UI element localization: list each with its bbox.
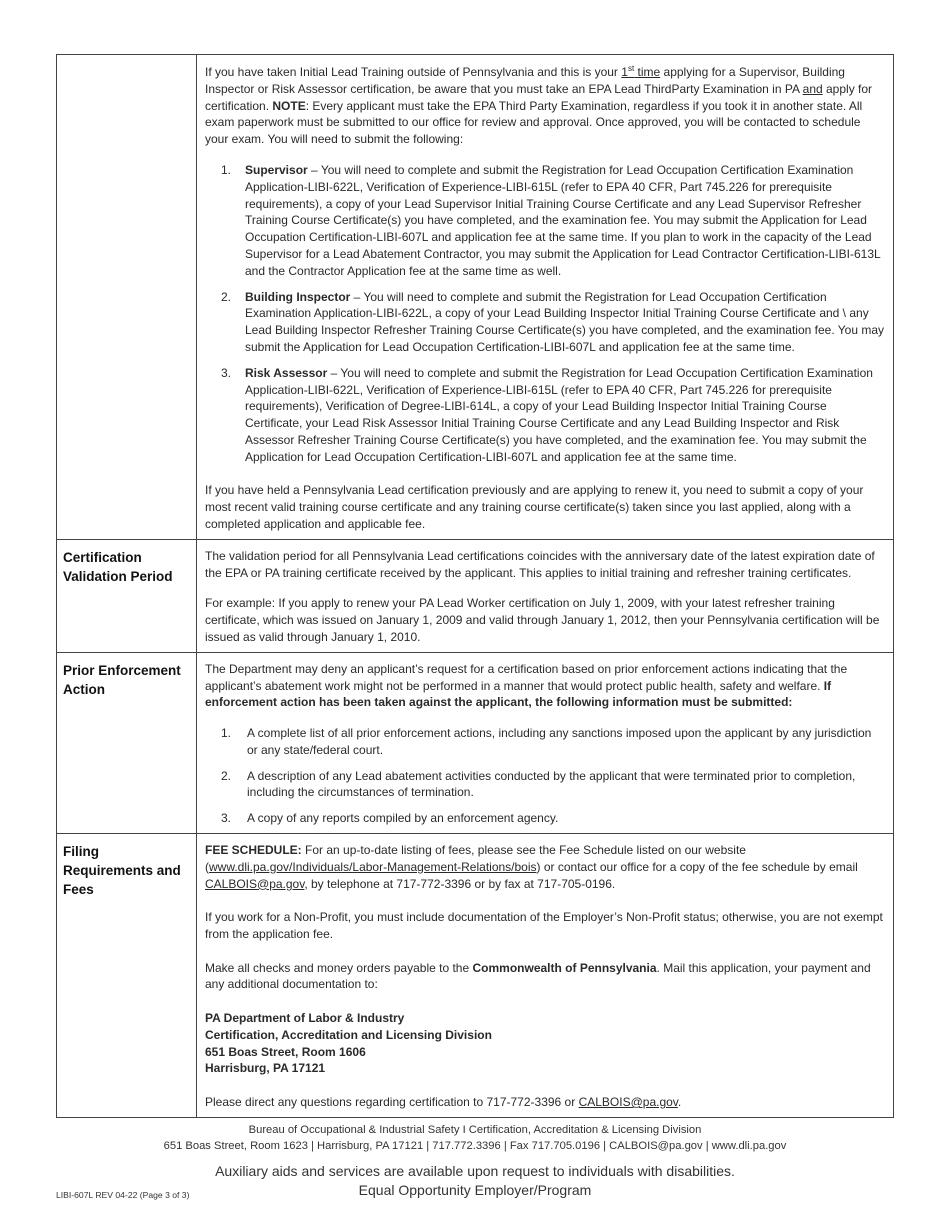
row-label-validation: Certification Validation Period bbox=[57, 539, 197, 652]
validation-example: For example: If you apply to renew your PA Lead Worker certification on July 1, 2009, with your latest refresher training certificate, which was issued on January 1, 2009 and valid through January 1, 2012, then your Pennsylvania certification will be issued as valid through January 1, 2010. bbox=[205, 596, 880, 644]
fee-schedule-link[interactable]: www.dli.pa.gov/Individuals/Labor-Management-Relations/bois bbox=[209, 859, 537, 874]
footer-aids: Auxiliary aids and services are available upon request to individuals with disabilities. bbox=[215, 1163, 735, 1179]
questions-email-link[interactable]: CALBOIS@pa.gov bbox=[578, 1095, 678, 1110]
table-row bbox=[57, 539, 894, 652]
table-row bbox=[57, 55, 894, 540]
fee-schedule-paragraph: FEE SCHEDULE: For an up-to-date listing of fees, please see the Fee Schedule listed on our website (www.dli.pa.gov/Individuals/Labor-Management-Relations/bois) or contact our office for a copy of the fee schedule by email CALBOIS@pa.gov, by telephone at 717-772-3396 or by fax at 717-705-0196. bbox=[205, 843, 858, 891]
list-item-building-inspector: 2. Building Inspector – You will need to complete and submit the Registration for Lead Occupation Certification Examination Application-LIBI-622L, a copy of your Lead Building Inspector Initial Training Course Certificate and \ any Lead Building Inspector Refresher Training Course Certificate(s) you have completed, and the examination fee. You may submit the Application for Lead Occupation Certification-LIBI-607L and application fee at the same time. bbox=[221, 289, 885, 354]
questions-paragraph: Please direct any questions regarding certification to 717-772-3396 or CALBOIS@pa.gov. bbox=[205, 1095, 682, 1110]
footer-eeo: Equal Opportunity Employer/Program bbox=[358, 1182, 592, 1198]
validation-content bbox=[197, 539, 894, 652]
footer-address: 651 Boas Street, Room 1623 | Harrisburg, PA 17121 | 717.772.3396 | Fax 717.705.0196 | CALBOIS@pa.gov | www.dli.pa.gov bbox=[163, 1140, 787, 1152]
footer-contact bbox=[0, 1122, 950, 1154]
row-label-empty bbox=[57, 55, 197, 540]
enforcement-content bbox=[197, 652, 894, 833]
filing-content bbox=[197, 834, 894, 1118]
validation-paragraph: The validation period for all Pennsylvania Lead certifications coincides with the anniversary date of the latest expiration date of the EPA or PA training certificate received by the applicant. This applies to initial training and refresher training certificates. bbox=[205, 548, 875, 580]
list-item: 1. A complete list of all prior enforcement actions, including any sanctions imposed upon the applicant by any jurisdiction or any state/federal court. bbox=[221, 726, 872, 757]
certification-type-list bbox=[205, 162, 885, 466]
requirements-table bbox=[56, 54, 894, 1118]
renewal-paragraph: If you have held a Pennsylvania Lead certification previously and are applying to renew it, you need to submit a copy of your most recent valid training course certificate and any training course certificate(s) taken since you last applied, along with a completed application and applicable fee. bbox=[205, 483, 864, 531]
intro-content bbox=[197, 55, 894, 540]
list-item: 2. A description of any Lead abatement activities conducted by the applicant that were terminated prior to completion, including the circumstances of termination. bbox=[221, 768, 856, 800]
list-item-risk-assessor: 3. Risk Assessor – You will need to complete and submit the Registration for Lead Occupation Certification Examination Application-LIBI-622L, Verification of Experience-LIBI-615L (refer to EPA 40 CFR, Part 745.226 for prerequisite requirements), Verification of Degree-LIBI-614L, a copy of your Lead Building Inspector Initial Training Course Certificate, your Lead Risk Assessor Initial Training Course Certificate and any Lead Building Inspector and Risk Assessor Refresher Training Course Certificate(s) you have completed, and the examination fee. You may submit the Application for Lead Occupation Certification-LIBI-607L and application fee at the same time. bbox=[221, 365, 873, 464]
email-link[interactable]: CALBOIS@pa.gov bbox=[205, 876, 305, 891]
nonprofit-paragraph: If you work for a Non-Profit, you must include documentation of the Employer’s Non-Profit status; otherwise, you are not exempt from the application fee. bbox=[205, 910, 883, 942]
footer-bureau: Bureau of Occupational & Industrial Safety I Certification, Accreditation & Licensing Division bbox=[248, 1124, 702, 1136]
list-item: 3. A copy of any reports compiled by an enforcement agency. bbox=[221, 811, 559, 826]
mailing-address: PA Department of Labor & Industry Certification, Accreditation and Licensing Division 651 Boas Street, Room 1606 Harrisburg, PA 17121 bbox=[205, 1011, 492, 1076]
row-label-filing: Filing Requirements and Fees bbox=[57, 834, 197, 1118]
enforcement-paragraph: The Department may deny an applicant’s request for a certification based on prior enforcement actions indicating that the applicant’s abatement work might not be performed in a manner that would protect public health, safety and welfare. If enforcement action has been taken against the applicant, the following information must be submitted: bbox=[205, 661, 848, 710]
row-label-enforcement: Prior Enforcement Action bbox=[57, 652, 197, 833]
enforcement-list bbox=[205, 725, 885, 827]
list-item-supervisor: 1. Supervisor – You will need to complete and submit the Registration for Lead Occupation Certification Examination Application-LIBI-622L, Verification of Experience-LIBI-615L (refer to EPA 40 CFR, Part 745.226 for prerequisite requirements), a copy of your Lead Supervisor Initial Training Course Certificate and any Lead Supervisor Refresher Training Course Certificate(s) you have completed, and the examination fee. You may submit the Application for Lead Occupation Certification-LIBI-607L and application fee at the same time. If you plan to work in the capacity of the Lead Supervisor for a Lead Abatement Contractor, you may submit the Application for Lead Contractor Certification-LIBI-613L and the Contractor Application fee at the same time as well. bbox=[221, 162, 881, 278]
intro-paragraph: If you have taken Initial Lead Training outside of Pennsylvania and this is your 1st time applying for a Supervisor, Building Inspector or Risk Assessor certification, be aware that you must take an EPA Lead ThirdParty Examination in PA and apply for certification. NOTE: Every applicant must take the EPA Third Party Examination, regardless if you took it in another state. All exam paperwork must be submitted to our office for review and approval. Once approved, you will be contacted to schedule your exam. You will need to submit the following: bbox=[205, 64, 873, 147]
table-row bbox=[57, 652, 894, 833]
payment-paragraph: Make all checks and money orders payable to the Commonwealth of Pennsylvania. Mail this application, your payment and any additional documentation to: bbox=[205, 960, 871, 992]
table-row bbox=[57, 834, 894, 1118]
form-number: LIBI-607L REV 04-22 (Page 3 of 3) bbox=[56, 1190, 190, 1200]
